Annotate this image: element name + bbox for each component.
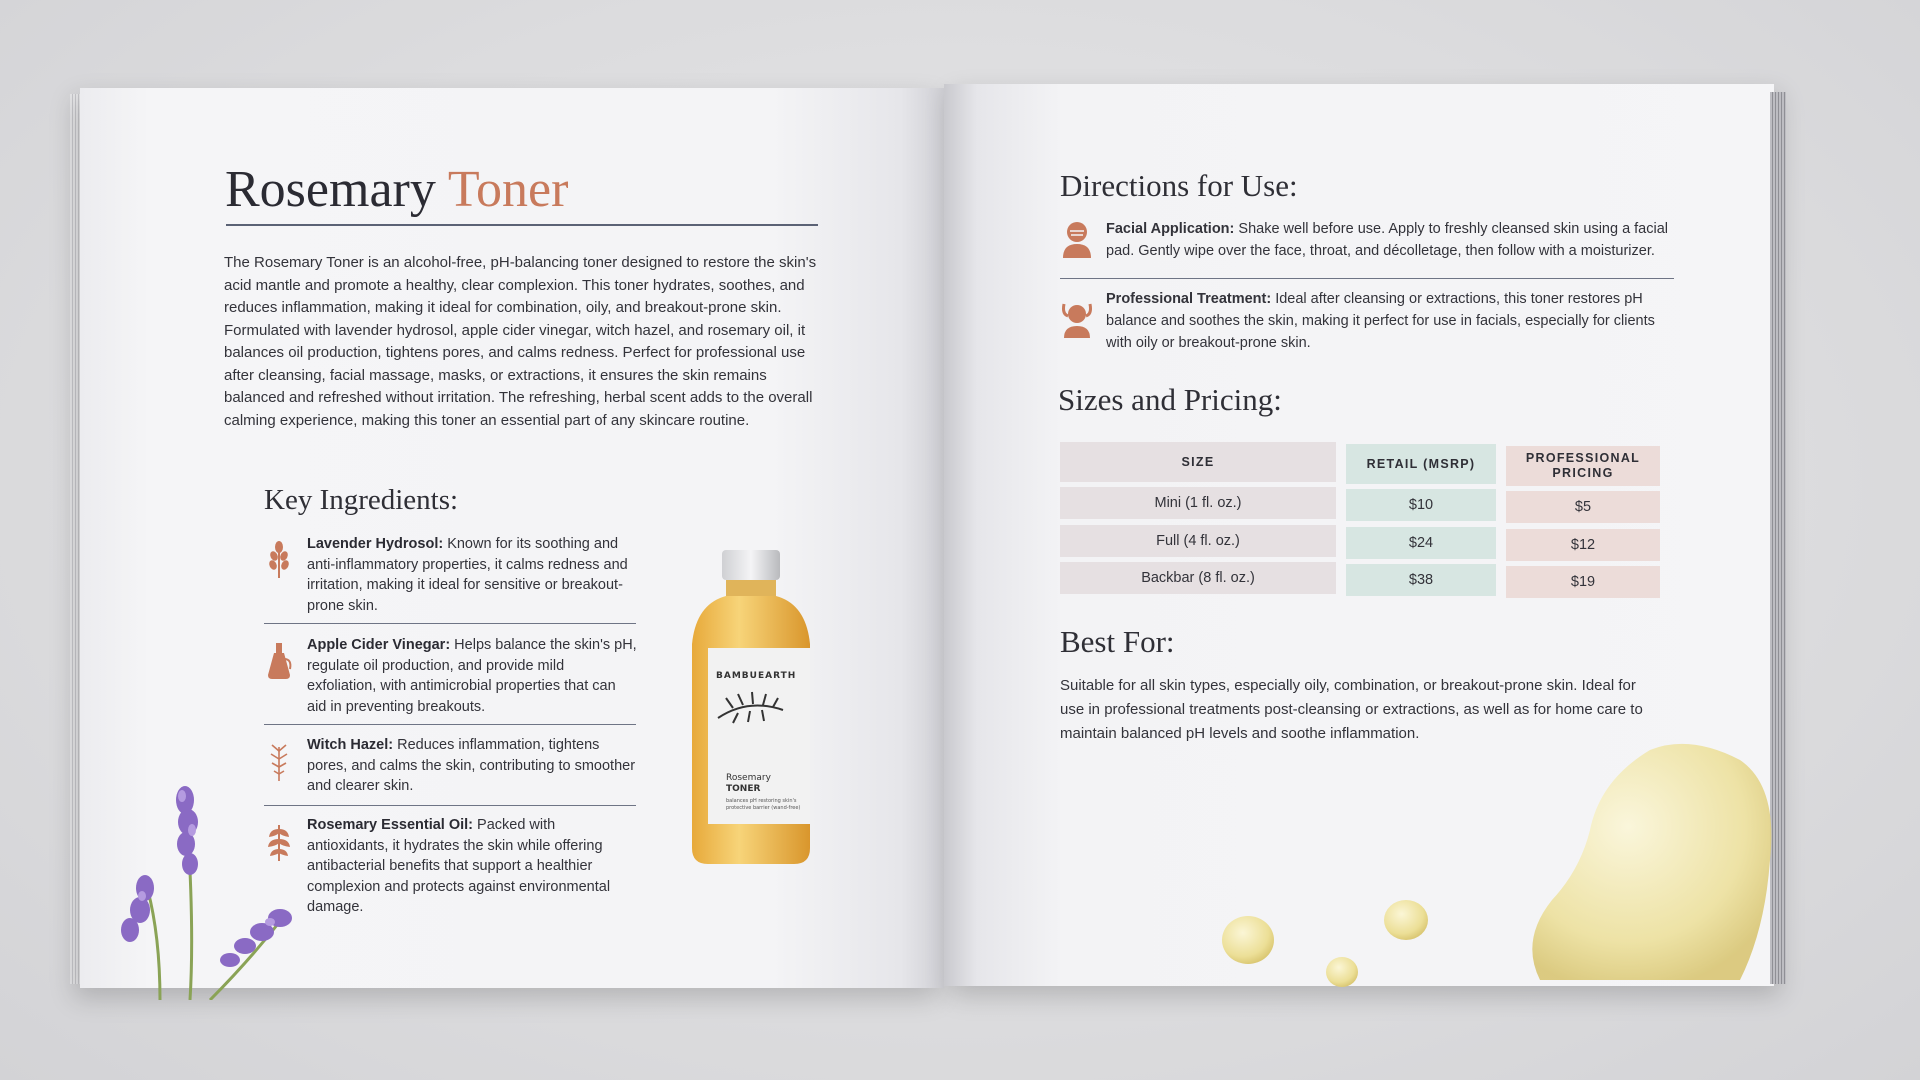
toner-bottle-image — [688, 548, 814, 868]
table-cell-retail: $10 — [1346, 489, 1496, 521]
intro-paragraph: The Rosemary Toner is an alcohol-free, pH-balancing toner designed to restore the skin's acid mantle and promote a healthy, clear complexion. This toner hydrates, soothes, and reduces inflammation, making it ideal for combination, oily, and breakout-prone skin. Formulated with lavender hydrosol, apple cider vinegar, witch hazel, and rosemary oil, it balances oil production, tightens pores, and calms redness. Perfect for professional use after cleansing, facial massage, masks, or extractions, it ensures the skin remains balanced and refreshed without irritation. The refreshing, herbal scent adds to the overall calming experience, making this toner an essential part of any skincare routine. — [224, 254, 817, 429]
directions-heading: Directions for Use: — [1060, 168, 1298, 203]
title-divider — [226, 224, 818, 226]
facial-treatment-icon — [1060, 298, 1094, 338]
table-header-size: SIZE — [1060, 442, 1336, 482]
key-ingredients-heading: Key Ingredients: — [264, 484, 459, 516]
bottle-desc-line2: protective barrier (wand-free) — [726, 805, 801, 811]
page-title — [225, 160, 568, 219]
direction-name: Professional Treatment: — [1106, 291, 1272, 307]
face-mask-icon — [1060, 218, 1094, 258]
bottle-product-line1: Rosemary — [726, 773, 771, 783]
table-cell-retail: $24 — [1346, 527, 1496, 559]
title-accent: Toner — [447, 161, 569, 218]
ingredient-divider — [264, 623, 636, 624]
table-cell-professional: $5 — [1506, 491, 1660, 523]
table-header-retail: RETAIL (MSRP) — [1346, 444, 1496, 484]
best-for-heading: Best For: — [1060, 624, 1175, 659]
best-for-text: Suitable for all skin types, especially oily, combination, or breakout-prone skin. Ideal for use in professional treatments post-cleansing or extractions, as well as for home care to maintain balanced pH levels and soothe inflammation. — [1060, 677, 1643, 742]
table-cell-professional: $12 — [1506, 529, 1660, 561]
lavender-icon — [264, 538, 294, 582]
ingredient-divider — [264, 724, 636, 725]
table-cell-size: Full (4 fl. oz.) — [1060, 525, 1336, 557]
ingredient-name: Witch Hazel: — [307, 737, 394, 753]
title-main: Rosemary — [225, 161, 436, 218]
bottle-desc-line1: balances pH restoring skin's — [726, 798, 797, 804]
vinegar-flask-icon — [264, 639, 294, 683]
ingredient-text: Packed with antioxidants, it hydrates the skin while offering antibacterial benefits that support a healthier complexion and protects against environmental damage. — [307, 817, 611, 915]
direction-divider — [1060, 278, 1674, 279]
ingredient-text: Helps balance the skin's pH, regulate oil production, and provide mild exfoliation, with antimicrobial properties that can aid in preventing breakouts. — [307, 637, 637, 715]
table-header-professional: PROFESSIONAL PRICING — [1506, 446, 1660, 486]
oil-drops-image — [1180, 740, 1780, 1000]
table-cell-size: Mini (1 fl. oz.) — [1060, 487, 1336, 519]
ingredient-name: Rosemary Essential Oil: — [307, 817, 474, 833]
table-cell-retail: $38 — [1346, 564, 1496, 596]
direction-name: Facial Application: — [1106, 221, 1235, 237]
table-cell-size: Backbar (8 fl. oz.) — [1060, 562, 1336, 594]
table-cell-professional: $19 — [1506, 566, 1660, 598]
lavender-sprigs-image — [100, 770, 310, 1000]
bottle-product-line2: TONER — [726, 784, 761, 794]
ingredient-text: Reduces inflammation, tightens pores, and calms the skin, contributing to smoother and clearer skin. — [307, 737, 636, 794]
ingredient-name: Lavender Hydrosol: — [307, 536, 444, 552]
bottle-brand: BAMBUEARTH — [716, 671, 797, 681]
ingredient-text: Known for its soothing and anti-inflammatory properties, it calms redness and irritation, making it ideal for sensitive or breakout-prone skin. — [307, 536, 628, 614]
direction-text: Shake well before use. Apply to freshly cleansed skin using a facial pad. Gently wipe over the face, throat, and décolletage, then follow with a moisturizer. — [1106, 221, 1669, 259]
direction-text: Ideal after cleansing or extractions, this toner restores pH balance and soothes the skin, making it perfect for use in facials, especially for clients with oily or breakout-prone skin. — [1106, 291, 1655, 351]
ingredient-name: Apple Cider Vinegar: — [307, 637, 451, 653]
sizes-pricing-heading: Sizes and Pricing: — [1058, 382, 1282, 417]
ingredient-divider — [264, 805, 636, 806]
